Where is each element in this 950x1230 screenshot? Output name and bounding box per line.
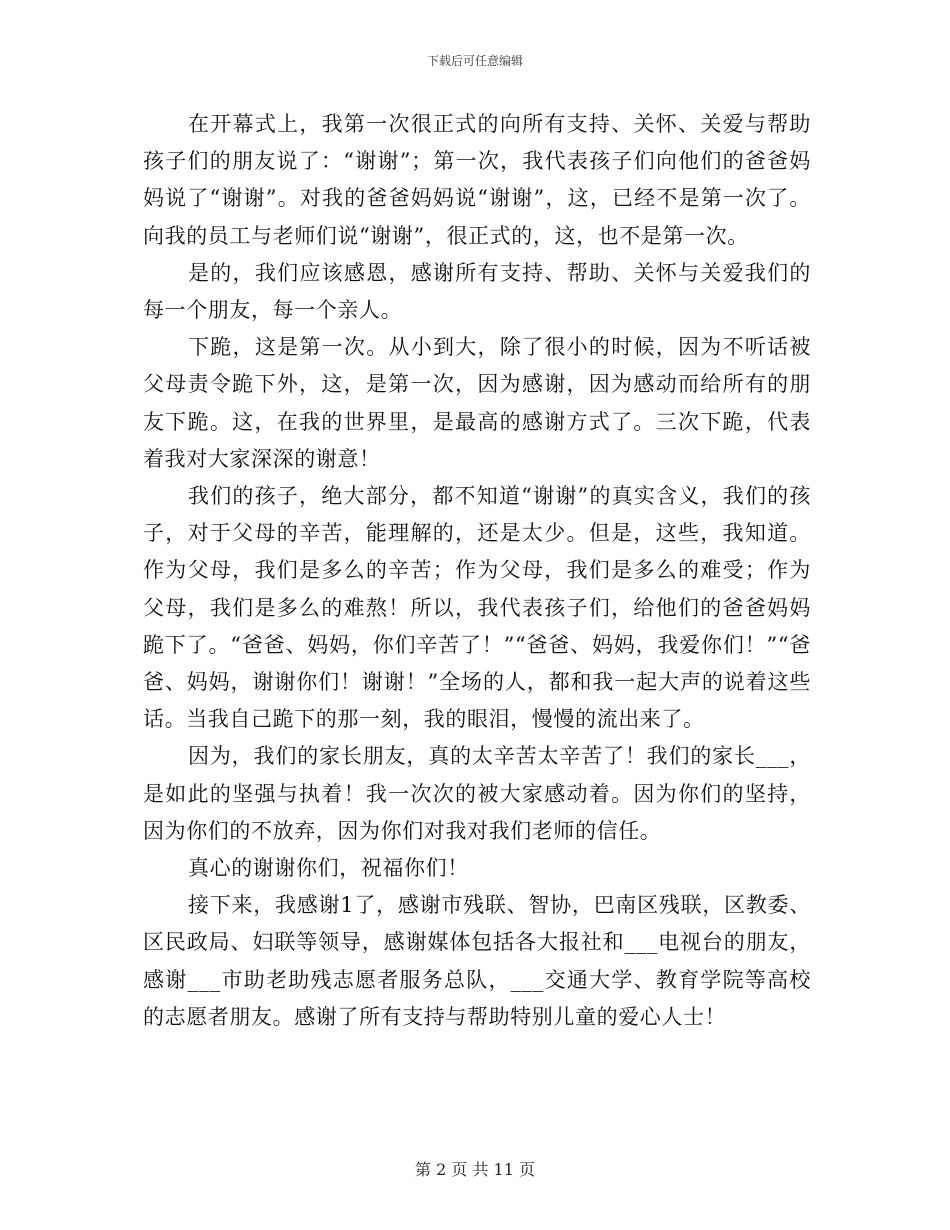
paragraph-parents: 因为，我们的家长朋友，真的太辛苦太辛苦了！我们的家长___，是如此的坚强与执着！我一次次的被大家感动着。因为你们的坚持，因为你们的不放弃，因为你们对我对我们老师的信任。: [143, 744, 811, 843]
paragraph-blessing: 真心的谢谢你们，祝福你们！: [188, 856, 469, 881]
page-number: 第 2 页 共 11 页: [415, 1160, 535, 1179]
document-body: [143, 106, 811, 1036]
paragraph-children: 我们的孩子，绝大部分，都不知道“谢谢”的真实含义，我们的孩子，对于父母的辛苦，能理解的，还是太少。但是，这些，我知道。作为父母，我们是多么的辛苦；作为父母，我们是多么的难受；作为父母，我们是多么的难熬！所以，我代表孩子们，给他们的爸爸妈妈跪下了。“爸爸、妈妈，你们辛苦了！”“爸爸、妈妈，我爱你们！”“爸爸、妈妈，谢谢你们！谢谢！”全场的人，都和我一起大声的说着这些话。当我自己跪下的那一刻，我的眼泪，慢慢的流出来了。: [143, 484, 811, 732]
page-header-note: 下载后可任意编辑: [426, 54, 523, 68]
paragraph-acknowledgements: 接下来，我感谢1了，感谢市残联、智协，巴南区残联，区教委、区民政局、妇联等领导，感谢媒体包括各大报社和___电视台的朋友，感谢___市助老助残志愿者服务总队，___交通大学、教育学院等高校的志愿者朋友。感谢了所有支持与帮助特别儿童的爱心人士！: [143, 893, 811, 1029]
paragraph-opening-ceremony: 在开幕式上，我第一次很正式的向所有支持、关怀、关爱与帮助孩子们的朋友说了：“谢谢”；第一次，我代表孩子们向他们的爸爸妈妈说了“谢谢”。对我的爸爸妈妈说“谢谢”，这，已经不是第一次了。向我的员工与老师们说“谢谢”，很正式的，这，也不是第一次。: [143, 112, 811, 248]
paragraph-gratitude: 是的，我们应该感恩，感谢所有支持、帮助、关怀与关爱我们的每一个朋友，每一个亲人。: [143, 260, 811, 323]
paragraph-kneeling: 下跪，这是第一次。从小到大，除了很小的时候，因为不听话被父母责令跪下外，这，是第一次，因为感谢，因为感动而给所有的朋友下跪。这，在我的世界里，是最高的感谢方式了。三次下跪，代表着我对大家深深的谢意！: [143, 335, 811, 471]
